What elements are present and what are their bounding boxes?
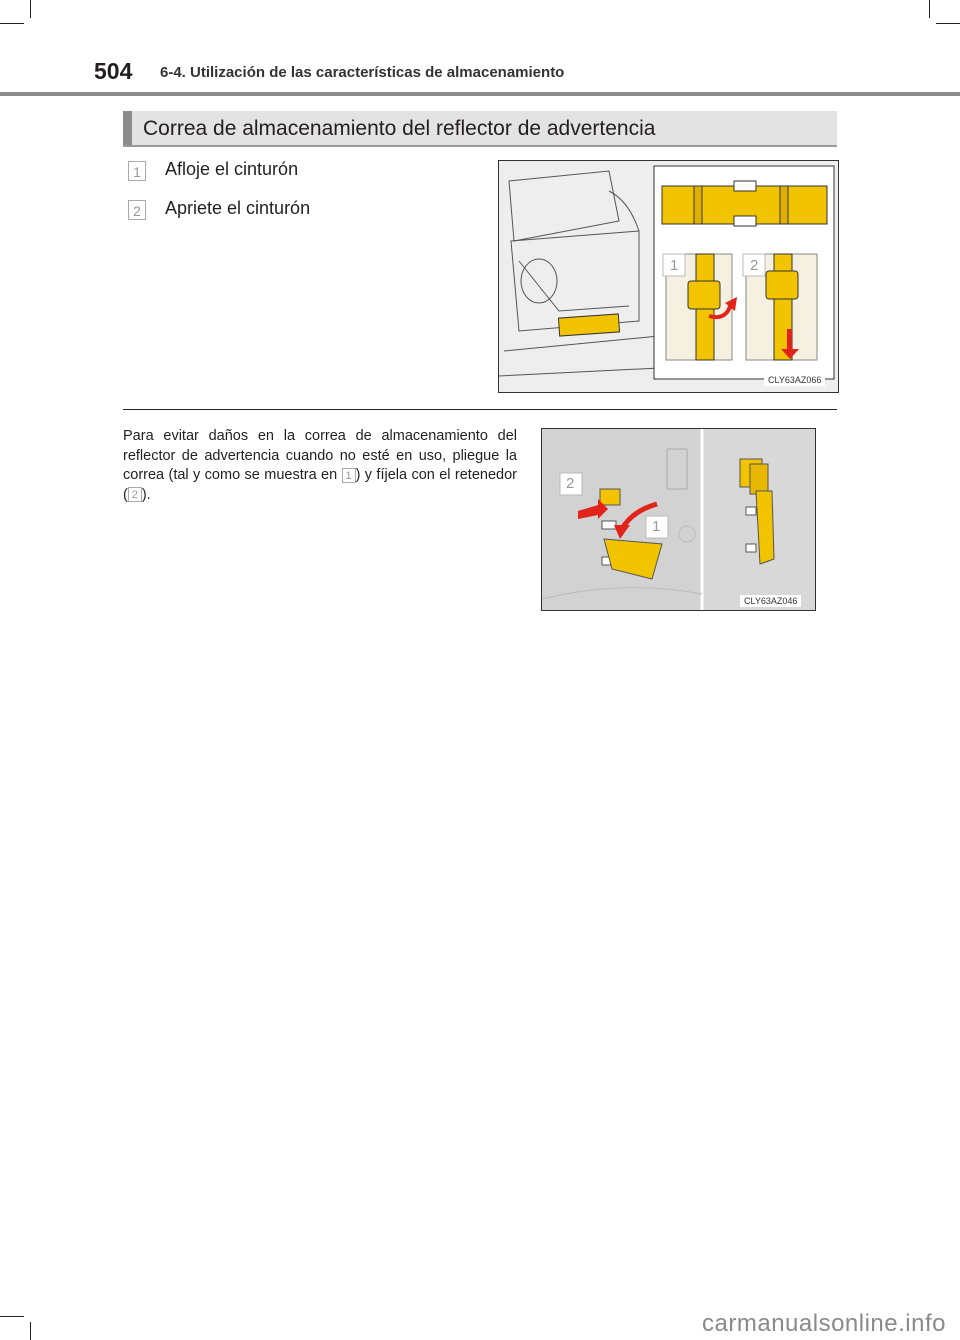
- note-text: ).: [141, 486, 151, 503]
- section-header-bar: [123, 111, 132, 145]
- trunk-strap-illustration: [498, 160, 839, 393]
- crop-mark: [0, 1316, 24, 1317]
- watermark: carmanualsonline.info: [702, 1310, 946, 1337]
- callout-2: 2: [566, 475, 575, 492]
- note-paragraph: [123, 427, 517, 505]
- step-text: Afloje el cinturón: [165, 159, 299, 179]
- crop-mark: [30, 0, 31, 18]
- step-number: 1: [128, 161, 146, 181]
- inline-ref-2: 2: [128, 487, 142, 502]
- inline-ref-1: 1: [342, 468, 356, 483]
- step-2: [128, 198, 311, 220]
- note-text: Para evitar daños en la correa de almacenamiento del reflector de advertencia cuando no esté en uso, pliegue la correa (tal y como se muestra en: [123, 428, 517, 483]
- header-rule: [0, 92, 960, 96]
- figure-code: CLY63AZ046: [740, 595, 801, 607]
- trunk-strap-drawing: [499, 161, 838, 392]
- note-text: ) y fíjela con el retenedor (: [123, 467, 517, 503]
- crop-mark: [30, 1322, 31, 1340]
- step-number: 2: [128, 200, 146, 220]
- section-divider: [123, 409, 837, 410]
- crop-mark: [936, 23, 960, 24]
- chapter-title: 6-4. Utilización de las características de almacenamiento: [160, 64, 565, 81]
- callout-1: 1: [670, 257, 679, 274]
- crop-mark: [929, 0, 930, 18]
- crop-mark: [0, 23, 24, 24]
- section-header: [123, 111, 837, 147]
- retainer-drawing: [542, 429, 815, 610]
- step-text: Apriete el cinturón: [165, 198, 311, 218]
- callout-2: 2: [750, 257, 759, 274]
- figure-code: CLY63AZ066: [764, 374, 825, 386]
- step-1: [128, 159, 299, 181]
- page-number: 504: [94, 58, 133, 84]
- callout-1: 1: [652, 518, 661, 535]
- retainer-illustration: [541, 428, 816, 611]
- section-title: Correa de almacenamiento del reflector de advertencia: [143, 117, 656, 140]
